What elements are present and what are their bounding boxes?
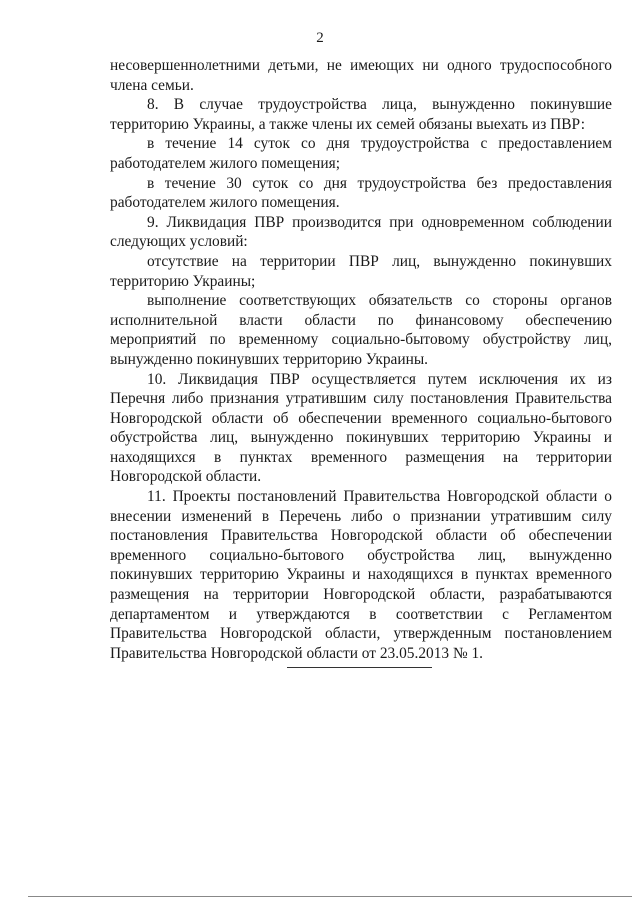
- page-bottom-rule: [28, 896, 632, 897]
- paragraph-item-8-sub-2: в течение 30 суток со дня трудоустройства без предоставления работодателем жилого помещения.: [110, 174, 612, 212]
- end-divider-line: [287, 667, 432, 668]
- paragraph-item-8-sub-1: в течение 14 суток со дня трудоустройства с предоставлением работодателем жилого помещения;: [110, 135, 612, 172]
- paragraph-item-9: 9. Ликвидация ПВР производится при одновременном соблюдении следующих условий:: [110, 213, 612, 251]
- paragraph-item-11: 11. Проекты постановлений Правительства Новгородской области о внесении изменений в Перечень либо о признании утратившим силу постановления Правительства Новгородской области об обеспечении временного социально-бытового обустройства лиц, вынужденно покинувших территорию Украины и находящихся в пунктах временного размещения на территории Новгородской области, разрабатываются департаментом и утверждаются в соответствии с Регламентом Правительства Новгородской области, утвержденным постановлением Правительства Новгородской области от 23.05.2013 № 1.: [110, 488, 612, 662]
- page-number: 2: [316, 30, 324, 46]
- paragraph-item-9-sub-1: отсутствие на территории ПВР лиц, вынужденно покинувших территорию Украины;: [110, 252, 612, 290]
- paragraph-item-10: 10. Ликвидация ПВР осуществляется путем исключения их из Перечня либо признания утратившим силу постановления Правительства Новгородской области об обеспечении временного социально-бытового обустройства лиц, вынужденно покинувших территорию Украины и находящихся в пунктах временного размещения на территории Новгородской области.: [110, 370, 612, 486]
- paragraph-continuation: несовершеннолетними детьми, не имеющих ни одного трудоспособного члена семьи.: [110, 57, 612, 94]
- paragraph-item-9-sub-2: выполнение соответствующих обязательств со стороны органов исполнительной власти области по финансовому обеспечению мероприятий по временному социально-бытовому обустройству лиц, вынужденно покинувших территорию Украины.: [110, 292, 612, 368]
- document-body: [110, 56, 612, 663]
- paragraph-item-8: 8. В случае трудоустройства лица, вынужденно покинувшие территорию Украины, а также члены их семей обязаны выехать из ПВР:: [110, 96, 612, 133]
